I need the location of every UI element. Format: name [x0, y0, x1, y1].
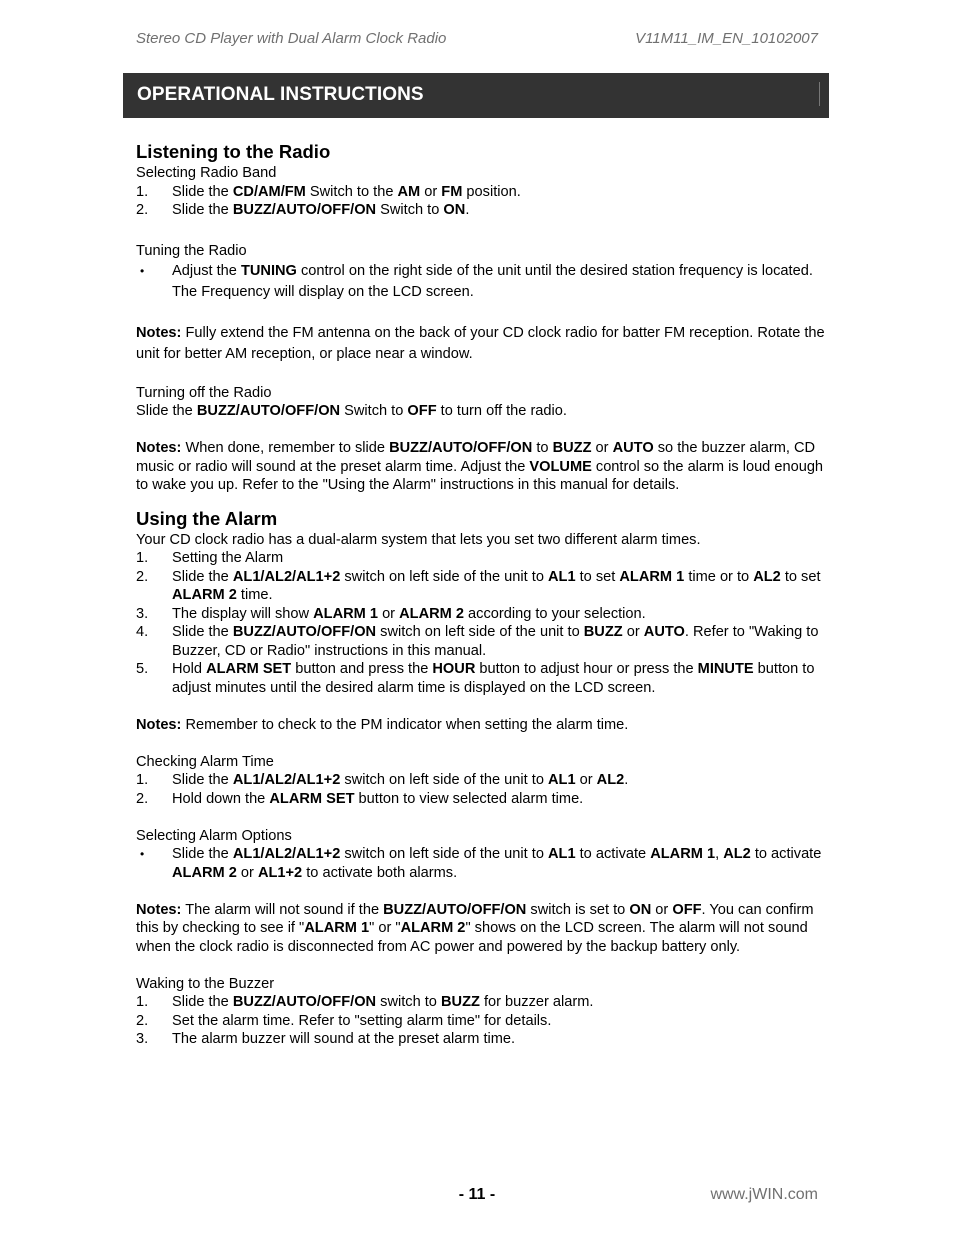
bold-run: AL2	[753, 568, 781, 585]
footer-website: www.jWIN.com	[710, 1186, 818, 1203]
list-item	[136, 183, 826, 202]
bold-run: BUZZ/AUTO/OFF/ON	[232, 624, 377, 640]
text-run: Slide the	[172, 202, 233, 218]
text-run: to activate	[750, 846, 822, 862]
text-run: Slide the	[172, 994, 233, 1010]
label-turning-off: Turning off the Radio	[136, 384, 272, 401]
bold-run: ON	[443, 202, 466, 218]
bold-run: VOLUME	[529, 458, 592, 475]
bold-run: FM	[441, 183, 463, 200]
text-run: for buzzer alarm.	[479, 994, 594, 1010]
text-run: switch on left side of the unit to	[376, 624, 584, 640]
bold-run: ALARM 1	[650, 846, 716, 862]
bullet-tuning	[136, 261, 826, 303]
list-item-number: 2.	[136, 568, 149, 585]
bold-run: ALARM 1	[619, 568, 685, 585]
bullet-dot: •	[140, 263, 145, 278]
list-item-number: 3.	[136, 605, 149, 622]
list-check-steps	[136, 771, 826, 808]
bold-run: BUZZ	[440, 994, 480, 1010]
list-item-number: 1.	[136, 994, 149, 1010]
text-run: time.	[236, 587, 273, 603]
text-run: Switch to	[376, 202, 444, 218]
heading-listening-radio: Listening to the Radio	[136, 141, 331, 162]
text-run: Remember to check to the PM indicator when setting the alarm time.	[181, 716, 629, 733]
text-run: Hold down the	[172, 790, 270, 807]
bold-run: AUTO	[643, 624, 685, 640]
list-item-text	[172, 1031, 515, 1047]
list-item	[136, 605, 826, 624]
list-item	[136, 568, 826, 605]
text-run: The alarm buzzer will sound at the preset alarm time.	[172, 1031, 516, 1047]
text-run: Set the alarm time. Refer to "setting alarm time" for details.	[172, 1012, 552, 1029]
text-run: Hold	[172, 661, 207, 677]
bold-run: HOUR	[432, 661, 476, 677]
bold-run: AL1/AL2/AL1+2	[232, 568, 341, 585]
text-run: When done, remember to slide	[181, 440, 390, 456]
bold-run: ALARM 1	[304, 920, 370, 936]
bold-run: BUZZ/AUTO/OFF/ON	[383, 901, 527, 918]
list-item	[136, 1012, 826, 1031]
bold-run: Notes:	[136, 440, 182, 456]
list-item-text	[172, 624, 818, 659]
bullet-tuning-text	[172, 263, 813, 300]
banner-frame	[135, 82, 820, 106]
bold-run: ALARM SET	[269, 790, 355, 807]
text-run: switch on left side of the unit to	[340, 846, 548, 862]
text-run: or	[236, 864, 258, 881]
list-item	[136, 771, 826, 790]
list-item-number: 2.	[136, 1012, 149, 1029]
bold-run: Notes:	[136, 901, 182, 918]
bold-run: CD/AM/FM	[232, 183, 306, 200]
text-run: time or to	[684, 568, 754, 585]
bold-run: ALARM 2	[172, 864, 237, 881]
label-tuning: Tuning the Radio	[136, 243, 247, 259]
text-run: so the buzzer alarm, CD music or radio will sound at the preset alarm time. Adjust the	[136, 440, 816, 475]
list-item	[136, 790, 826, 809]
page-content	[136, 138, 826, 1049]
bold-run: BUZZ	[583, 624, 623, 640]
bold-run: MINUTE	[697, 661, 754, 677]
bold-run: BUZZ/AUTO/OFF/ON	[196, 403, 341, 419]
text-run: ,	[715, 846, 724, 862]
list-item	[136, 201, 826, 220]
list-item	[136, 549, 826, 568]
heading-using-alarm: Using the Alarm	[136, 507, 278, 529]
text-run: Switch to	[340, 403, 408, 419]
text-run: The display will show	[172, 605, 314, 622]
text-run: switch on left side of the unit to	[340, 772, 548, 788]
text-run: position.	[462, 183, 521, 200]
bold-run: OFF	[672, 901, 702, 918]
list-alarm-steps	[136, 549, 826, 697]
text-run: . You can confirm this by checking to see if "	[136, 901, 814, 936]
bold-run: Notes:	[136, 716, 182, 733]
bold-run: AL1+2	[257, 864, 303, 881]
section-banner	[123, 73, 829, 118]
bold-run: BUZZ/AUTO/OFF/ON	[389, 440, 533, 456]
label-checking-alarm: Checking Alarm Time	[136, 753, 274, 770]
list-item-text	[172, 202, 469, 218]
bold-run: ALARM 1	[313, 605, 379, 622]
bold-run: AL1/AL2/AL1+2	[232, 772, 341, 788]
text-run: Slide the	[172, 846, 233, 862]
text-run: according to your selection.	[463, 605, 646, 622]
list-item-number: 1.	[136, 772, 149, 788]
notes-alarm-not-sound	[136, 901, 826, 957]
text-run: The alarm will not sound if the	[181, 901, 384, 918]
list-item-number: 1.	[136, 183, 149, 200]
bold-run: ALARM SET	[206, 661, 292, 677]
text-run: or	[591, 440, 613, 456]
list-item-text	[172, 569, 821, 604]
banner-title: OPERATIONAL INSTRUCTIONS	[137, 84, 424, 105]
bullet-alarm-options	[136, 845, 826, 882]
list-item-number: 5.	[136, 661, 149, 677]
text-run: Slide the	[172, 772, 233, 788]
list-item	[136, 1030, 826, 1049]
bold-run: AL1/AL2/AL1+2	[232, 846, 341, 862]
list-item-number: 2.	[136, 202, 149, 218]
text-run: Slide the	[172, 624, 233, 640]
bold-run: AUTO	[612, 440, 654, 456]
text-run: control on the right side of the unit until the desired station frequency is located. The Frequency will display on the LCD screen.	[172, 262, 813, 300]
list-item-text	[172, 772, 628, 788]
bold-run: TUNING	[240, 262, 297, 279]
text-run: control so the alarm is loud enough to wake you up. Refer to the "Using the Alarm" instructions in this manual for details.	[136, 458, 824, 493]
bold-run: ON	[629, 901, 652, 918]
notes-pm-indicator	[136, 716, 826, 735]
text-run: to set	[575, 568, 620, 585]
list-item	[136, 993, 826, 1012]
bold-run: Notes:	[136, 325, 182, 341]
label-waking-buzzer: Waking to the Buzzer	[136, 975, 275, 992]
list-item-number: 1.	[136, 550, 149, 566]
text-run: or	[651, 901, 673, 918]
text-run: switch to	[376, 994, 441, 1010]
text-run: Slide the	[172, 568, 233, 585]
bold-run: ALARM 2	[172, 587, 237, 603]
text-run: or	[420, 183, 442, 200]
text-run: " shows on the LCD screen. The alarm will not sound when the clock radio is disconnected from AC power and powered by the backup battery only.	[136, 920, 808, 955]
text-run: button and press the	[291, 661, 433, 677]
header-document-code: V11M11_IM_EN_10102007	[635, 30, 818, 47]
list-item	[136, 660, 826, 697]
list-item-number: 4.	[136, 624, 149, 640]
text-run: to turn off the radio.	[436, 403, 567, 419]
text-run: Slide the	[136, 403, 197, 419]
text-run: button to adjust hour or press the	[475, 661, 698, 677]
text-run: button to adjust minutes until the desired alarm time is displayed on the LCD screen.	[172, 661, 815, 696]
list-item-text	[172, 606, 646, 622]
list-item-text	[172, 661, 814, 696]
list-item	[136, 623, 826, 660]
list-item-text	[172, 1013, 551, 1029]
list-item-text	[172, 994, 593, 1010]
text-run: to	[532, 440, 553, 456]
bold-run: AM	[397, 183, 421, 200]
bold-run: AL1	[548, 772, 576, 788]
bold-run: BUZZ/AUTO/OFF/ON	[232, 994, 377, 1010]
text-run: to activate	[575, 846, 651, 862]
bold-run: AL1	[548, 568, 576, 585]
list-band-steps	[136, 183, 826, 220]
text-run: or	[622, 624, 644, 640]
bold-run: BUZZ/AUTO/OFF/ON	[232, 202, 377, 218]
bold-run: AL2	[596, 772, 625, 788]
bold-run: ALARM 2	[400, 920, 466, 936]
list-item-number: 2.	[136, 790, 149, 807]
label-selecting-band: Selecting Radio Band	[136, 165, 277, 181]
text-run: to activate both alarms.	[302, 864, 458, 881]
bold-run: AL1	[548, 846, 576, 862]
notes-after-listening	[136, 439, 826, 495]
text-run: button to view selected alarm time.	[354, 790, 584, 807]
text-run: Switch to the	[305, 183, 398, 200]
text-run: Slide the	[172, 183, 233, 200]
text-run: or	[378, 605, 400, 622]
text-turning-off	[136, 402, 826, 421]
text-run: Adjust the	[172, 262, 241, 279]
bold-run: BUZZ	[552, 440, 592, 456]
list-item-text	[172, 550, 283, 566]
bold-run: ALARM 2	[399, 605, 464, 622]
label-alarm-options: Selecting Alarm Options	[136, 827, 292, 844]
bold-run: AL2	[723, 846, 751, 862]
text-run: . Refer to "Waking to Buzzer, CD or Radio" instructions in this manual.	[172, 624, 819, 659]
bold-run: OFF	[407, 403, 437, 419]
text-run: .	[624, 772, 629, 788]
header-product-title: Stereo CD Player with Dual Alarm Clock Radio	[136, 30, 447, 47]
text-run: or	[575, 772, 597, 788]
alarm-intro: Your CD clock radio has a dual-alarm system that lets you set two different alarm times.	[136, 531, 701, 548]
text-run: switch is set to	[526, 901, 630, 918]
text-run: Setting the Alarm	[172, 550, 284, 566]
text-run: .	[465, 202, 470, 218]
page-number: - 11 -	[458, 1186, 496, 1203]
list-item-text	[172, 184, 521, 200]
text-run: switch on left side of the unit to	[340, 568, 548, 585]
list-item-text	[172, 791, 583, 807]
text-run: Fully extend the FM antenna on the back of your CD clock radio for batter FM reception. Rotate the unit for better AM reception, or place near a window.	[136, 325, 825, 362]
text-run: " or "	[369, 920, 401, 936]
list-buzzer-steps	[136, 993, 826, 1049]
notes-antenna	[136, 323, 826, 365]
bullet-dot: •	[140, 847, 145, 861]
list-item-number: 3.	[136, 1031, 149, 1047]
bullet-options-text	[172, 846, 821, 881]
text-run: to set	[780, 568, 821, 585]
